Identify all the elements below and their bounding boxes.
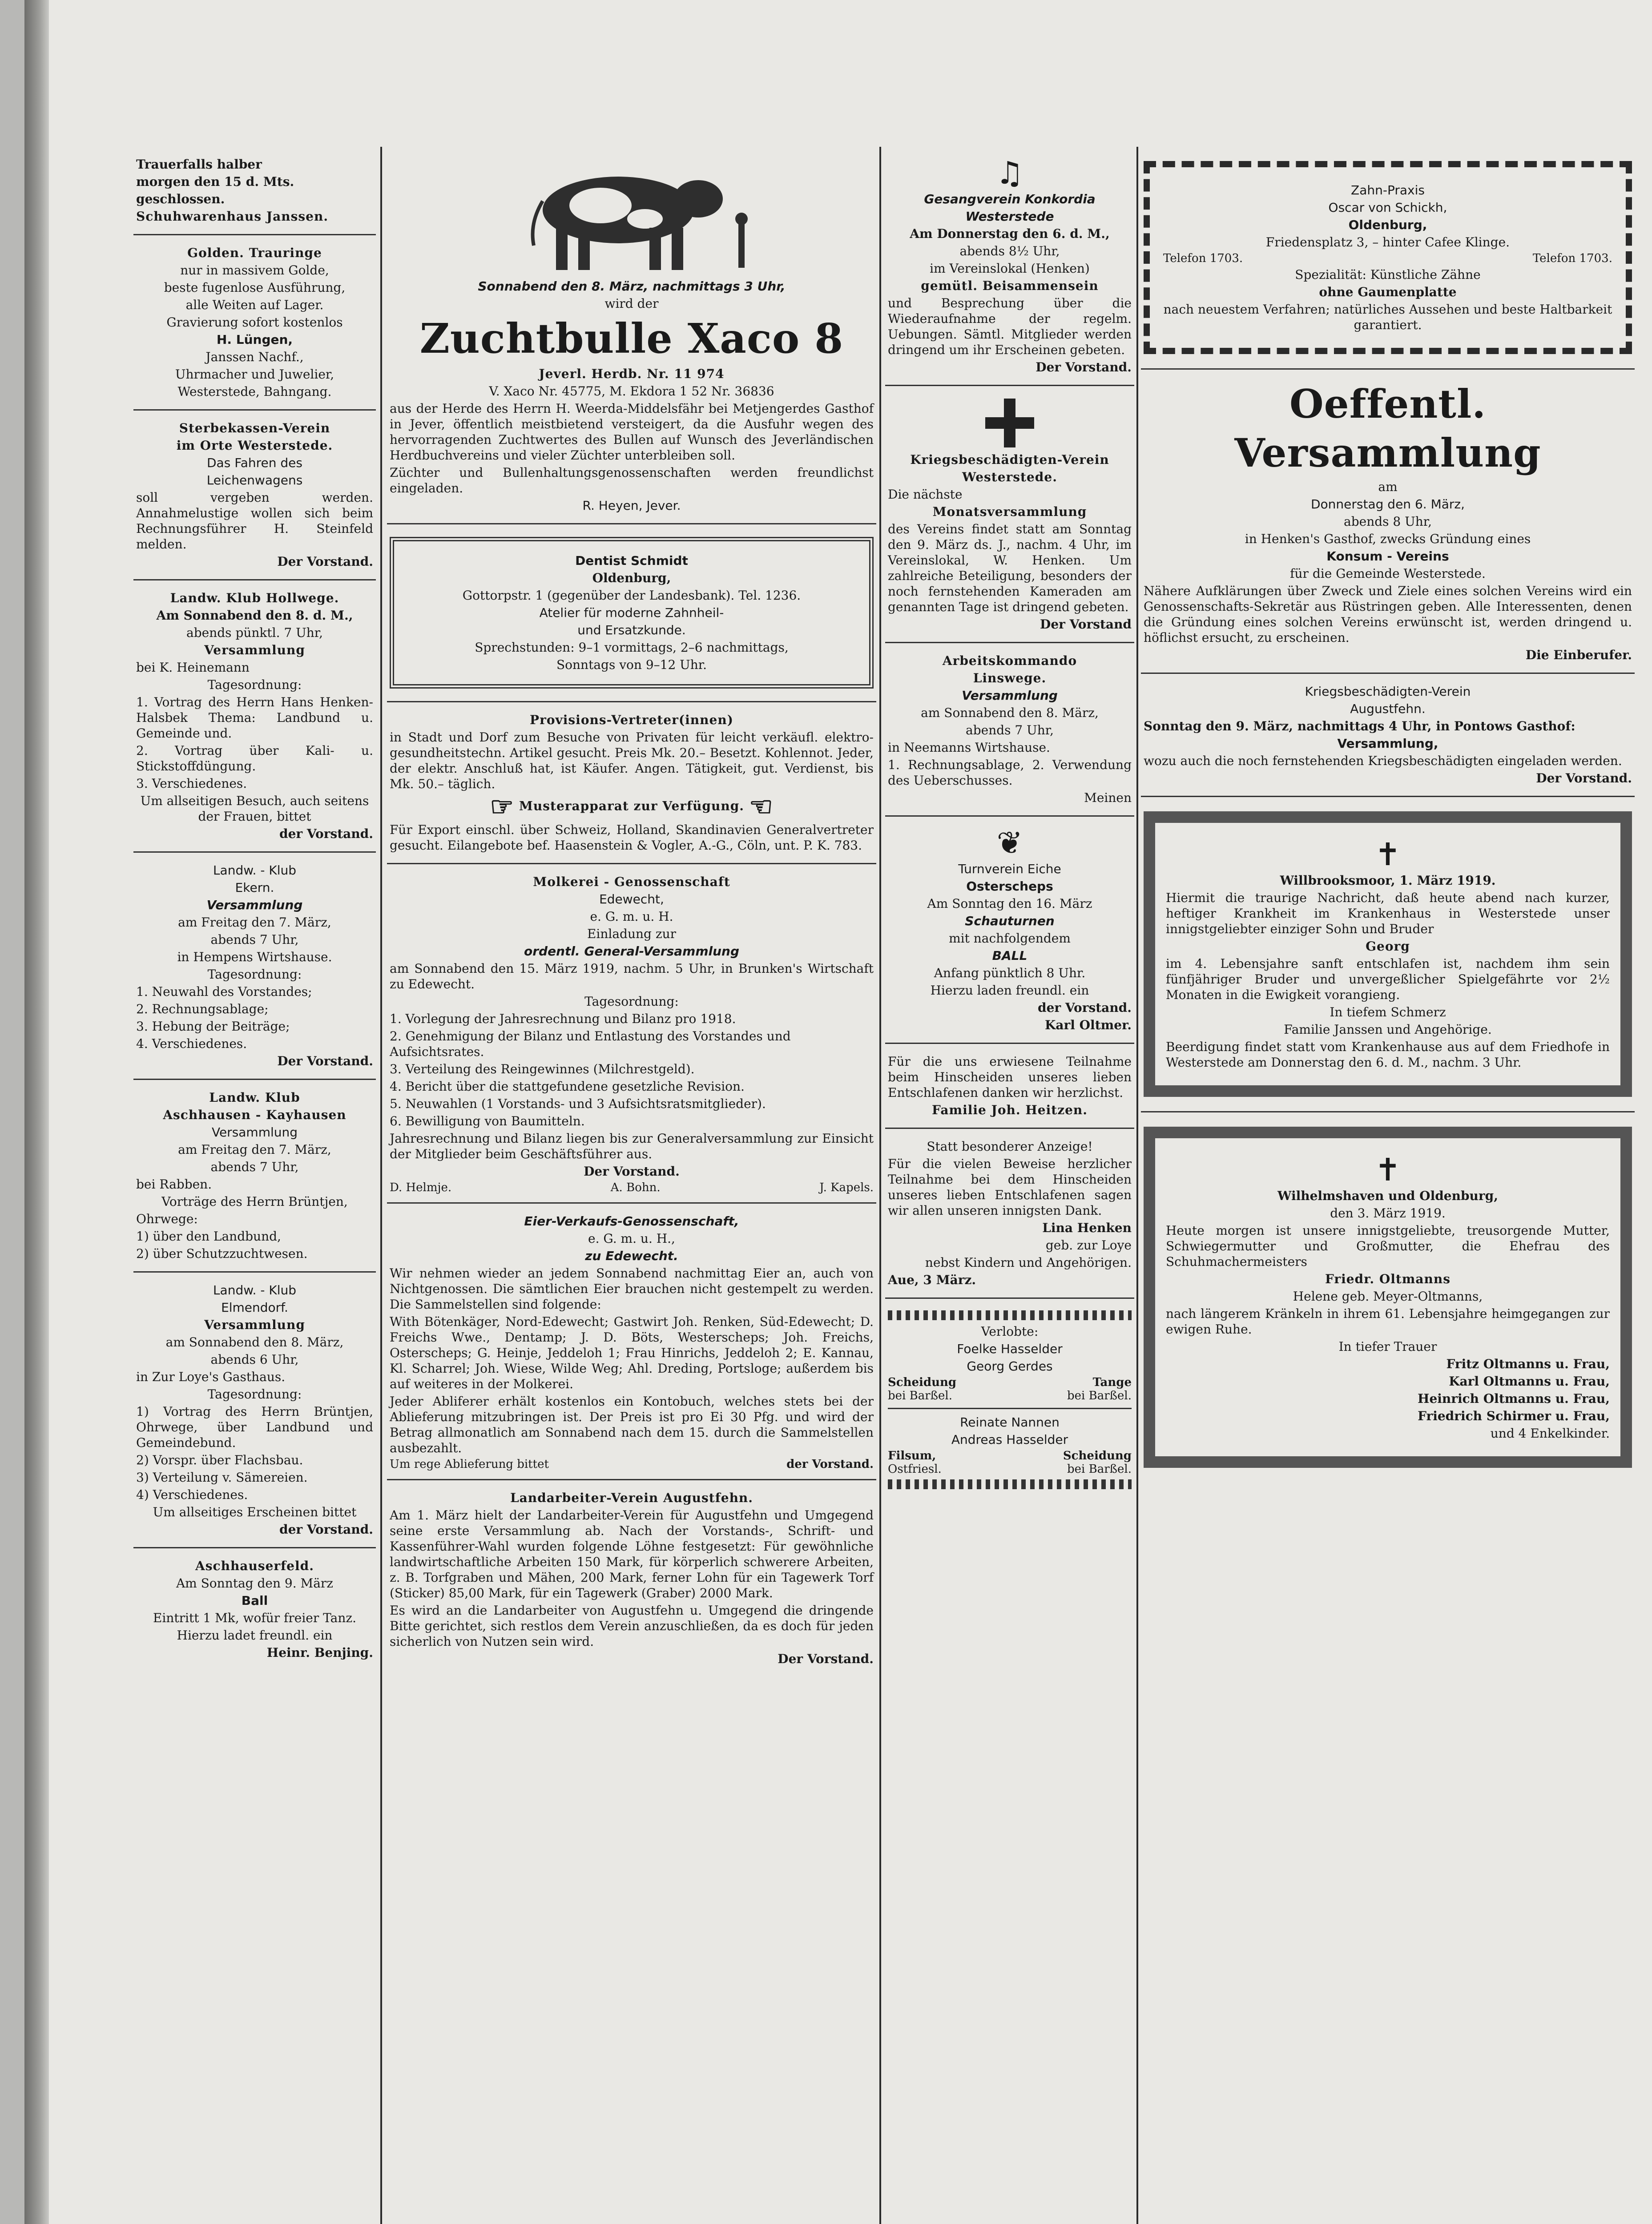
ad-name: H. Lüngen, (216, 332, 293, 347)
ad-text: abends 8½ Uhr, (959, 244, 1060, 258)
ad-text: Für die uns erwiesene Teilnahme beim Hinscheiden unseres lieben Entschlafenen danken wir herzlichst. (888, 1054, 1132, 1100)
ad-text: Janssen Nachf., (205, 350, 304, 364)
ad-text: Am Sonnabend den 8. d. M., (156, 608, 353, 623)
signer: D. Helmje. (390, 1181, 452, 1194)
ad-heading: im Orte Westerstede. (176, 438, 333, 453)
ad-name: Oscar von Schickh, (1328, 200, 1447, 215)
ad-text: Um rege Ablieferung bittet (390, 1458, 549, 1471)
ad-heading: Arbeitskommando (942, 653, 1077, 668)
ad-text: nur in massivem Golde, (180, 263, 329, 278)
ad-text: Aue, 3 März. (888, 1273, 976, 1287)
ad-text: Statt besonderer Anzeige! (927, 1139, 1093, 1154)
ad-text: In tiefem Schmerz (1330, 1005, 1446, 1019)
ad-text: geb. zur Loye (1045, 1238, 1132, 1253)
ad-text: 3. Hebung der Beiträge; (136, 1019, 290, 1034)
ad-signature: Der Vorstand. (1536, 771, 1632, 786)
ad-signature: Der Vorstand. (277, 554, 373, 569)
ad-text: in Zur Loye's Gasthaus. (136, 1370, 286, 1384)
ad-text: den 3. März 1919. (1330, 1206, 1446, 1221)
ad-heading: Augustfehn. (1350, 701, 1426, 716)
mourning-frame (1144, 811, 1632, 1097)
lyre-icon: ♫ (995, 155, 1024, 191)
ad-name: Reinate Nannen (960, 1415, 1060, 1430)
ad-text: Hiermit die traurige Nachricht, daß heute abend nach kurzer, heftiger Krankheit im Krankenhaus in Westerstede unser innigstgeliebter einziger Sohn und Bruder (1166, 890, 1610, 936)
ad-text: Am Sonntag den 9. März (176, 1576, 334, 1591)
ad-signer: Karl Oltmanns u. Frau, (1449, 1374, 1610, 1389)
ad-heading: Schauturnen (965, 914, 1055, 928)
ad-heading: Landw. Klub (209, 1090, 300, 1105)
ad-heading: Landarbeiter-Verein Augustfehn. (510, 1491, 753, 1505)
ad-text: am Sonnabend den 15. März 1919, nachm. 5 Uhr, in Brunken's Wirtschaft zu Edewecht. (390, 961, 874, 991)
place-row (888, 1376, 1132, 1389)
ad-text: Vorträge des Herrn Brüntjen, (161, 1194, 348, 1209)
ad-text: 4) Verschiedenes. (136, 1487, 248, 1502)
place-row (888, 1389, 1132, 1402)
ad-text: ohne Gaumenplatte (1319, 285, 1457, 299)
place: Scheidung (1063, 1449, 1132, 1463)
ad-text: alle Weiten auf Lager. (185, 298, 324, 312)
ad-text: beste fugenlose Ausführung, (164, 280, 346, 295)
ad-text: Jeder Abliferer erhält kostenlos ein Kontobuch, welches stets bei der Ablieferung mitzubringen ist. Der Preis ist pro Ei 30 Pfg. und wird der Betrag allmonatlich am Sonnabend nach dem 15. durch die Sammelstellen ausbezahlt. (390, 1394, 874, 1455)
ad-name: Georg (1366, 939, 1410, 954)
ad-signature: Der Vorstand. (277, 1054, 373, 1068)
place: Scheidung (888, 1376, 957, 1389)
pointing-hand-icon: ☞ (490, 791, 515, 822)
ad-text: 4. Verschiedenes. (136, 1036, 247, 1051)
place: Tange (1092, 1376, 1132, 1389)
ad-text: Helene geb. Meyer-Oltmanns, (1293, 1289, 1483, 1304)
ad-text: 3) Verteilung v. Sämereien. (136, 1470, 308, 1485)
ad-heading: Zuchtbulle Xaco 8 (419, 314, 844, 363)
ad-zuchtbulle (387, 147, 876, 524)
ad-heading: Versammlung (204, 643, 305, 657)
ad-heading: Eier-Verkaufs-Genossenschaft, (524, 1214, 739, 1229)
ad-arbeitskommando (885, 643, 1134, 817)
ad-text: Jeverl. Herdb. Nr. 11 974 (539, 367, 725, 381)
ad-text: Tagesordnung: (207, 1387, 302, 1402)
ad-heading (390, 791, 874, 822)
ad-text: abends 8 Uhr, (1344, 514, 1432, 529)
ad-heading: Osterscheps (966, 879, 1053, 894)
ad-text: und Ersatzkunde. (577, 623, 686, 637)
ad-elmendorf (133, 1273, 376, 1548)
ad-heading: Edewecht, (599, 892, 664, 907)
ad-text: Anfang pünktlich 8 Uhr. (934, 966, 1086, 980)
binding-edge (24, 0, 49, 2224)
ad-text: Einladung zur (587, 927, 677, 941)
ad-kriegsbeschaedigte-westerstede (885, 386, 1134, 643)
ad-signer: Friedrich Schirmer u. Frau, (1418, 1409, 1610, 1423)
ad-name: Andreas Hasselder (951, 1432, 1068, 1447)
ad-signer: Fritz Oltmanns u. Frau, (1446, 1357, 1610, 1371)
ad-text: Ohrwege: (136, 1212, 198, 1226)
ad-text: Tagesordnung: (584, 994, 679, 1009)
ad-text: Sonnabend den 8. März, nachmittags 3 Uhr, (478, 279, 786, 294)
place: bei Barßel. (1067, 1463, 1132, 1476)
ad-text: in Neemanns Wirtshause. (888, 740, 1050, 755)
ad-text: 2) über Schutzzuchtwesen. (136, 1246, 308, 1261)
ad-text: 5. Neuwahlen (1 Vorstands- und 3 Aufsichtsratsmitglieder). (390, 1096, 766, 1111)
ad-text: nach neuestem Verfahren; natürliches Aussehen und beste Haltbarkeit garantiert. (1163, 302, 1612, 332)
ad-oeffentl-versammlung (1141, 370, 1635, 674)
ad-text: With Bötenkäger, Nord-Edewecht; Gastwirt Joh. Renken, Süd-Edewecht; D. Freichs Wwe., Dentamp; J. D. Böts, Westerscheps; Joh. Freichs, Osterscheps; G. Heinje, Jeddeloh 1; Frau Hinrichs, Jeddeloh 2; E. Kannau, Kl. Scharrel; Joh. Wiese, Wilde Weg; Ahl. Dreding, Portsloge; außerdem bis auf weiteres in der Molkerei. (390, 1314, 874, 1391)
ad-text: im Vereinslokal (Henken) (930, 261, 1090, 276)
ad-text: 3. Verteilung des Reingewinnes (Milchrestgeld). (390, 1062, 695, 1076)
ad-text: Am Donnerstag den 6. d. M., (910, 226, 1110, 241)
ad-text: abends 7 Uhr, (210, 1160, 299, 1174)
ad-heading: Dentist Schmidt (575, 553, 688, 568)
ad-text: bei K. Heinemann (136, 660, 250, 675)
ad-text: am Freitag den 7. März, (178, 1142, 331, 1157)
ad-text: Familie Janssen und Angehörige. (1284, 1022, 1492, 1037)
ad-heading: Aschhausen - Kayhausen (163, 1108, 347, 1122)
ad-heading: Das Fahren des (206, 455, 302, 470)
ad-text: in Hempens Wirtshause. (177, 950, 332, 964)
ad-text: Um allseitiges Erscheinen bittet (153, 1505, 357, 1519)
ad-heading: Turnverein Eiche (958, 862, 1061, 876)
ad-heading-text: Musterapparat zur Verfügung. (519, 798, 745, 814)
ad-text: bei Rabben. (136, 1177, 212, 1192)
ad-text: Oldenburg, (1348, 218, 1427, 232)
ad-heading: Westerstede. (962, 470, 1057, 484)
ad-dank-henken (885, 1129, 1134, 1299)
ad-text: soll vergeben werden. Annahmelustige wollen sich beim Rechnungsführer H. Steinfeld melden. (136, 490, 373, 552)
ad-name: Lina Henken (1042, 1221, 1132, 1235)
ad-signature: Der Vorstand. (778, 1652, 874, 1666)
ad-traueranzeige-oltmanns (1141, 1112, 1635, 1482)
ad-text: für die Gemeinde Westerstede. (1290, 566, 1486, 581)
ad-traueranzeige-georg (1141, 797, 1635, 1112)
ad-zahnpraxis (1141, 147, 1635, 370)
column-3 (885, 147, 1134, 2224)
ad-text: Friedensplatz 3, – hinter Cafee Klinge. (1265, 235, 1510, 250)
ad-text: abends pünktl. 7 Uhr, (186, 625, 323, 640)
ad-dank-heitzen (885, 1044, 1134, 1129)
ad-heading: BALL (992, 948, 1027, 963)
ad-text: 2. Rechnungsablage; (136, 1002, 269, 1016)
ad-heading: Ball (241, 1593, 268, 1608)
ad-heading: Versammlung (204, 1317, 305, 1332)
cross-icon: ✝ (1374, 1152, 1401, 1188)
ad-text: In tiefer Trauer (1338, 1339, 1437, 1354)
ad-text: des Vereins findet statt am Sonntag den 9. März ds. J., nachm. 4 Uhr, im Vereinslokal, W. Henken. Um zahlreiche Beteiligung, besonders der noch fernstehenden Kameraden am genannten Tage ist dringend gebeten. (888, 522, 1132, 614)
ad-heading: Gesangverein Konkordia (924, 192, 1096, 206)
ad-text: Heute morgen ist unsere innigstgeliebte, treusorgende Mutter, Schwiegermutter und Großmutter, die Ehefrau des Schuhmachermeisters (1166, 1223, 1610, 1269)
ad-heading: Zahn-Praxis (1351, 183, 1425, 197)
ad-signature: Der Vorstand (1040, 617, 1132, 632)
signature-row (390, 1181, 874, 1194)
ad-text: 1. Rechnungsablage, 2. Verwendung des Ueberschusses. (888, 757, 1132, 788)
ad-aschhausen (133, 1080, 376, 1273)
ad-text: 4. Bericht über die stattgefundene gesetzliche Revision. (390, 1079, 745, 1094)
ad-text: Sonntags von 9–12 Uhr. (556, 657, 707, 672)
ad-heading: Versammlung, (1337, 736, 1438, 751)
ad-text: Uhrmacher und Juwelier, (175, 367, 334, 382)
ad-heading: Golden. Trauringe (187, 246, 322, 260)
ad-text: am (1378, 479, 1398, 494)
ad-signer: Heinrich Oltmanns u. Frau, (1417, 1391, 1610, 1406)
ad-heading: Aschhauserfeld. (195, 1559, 314, 1573)
ad-text: nebst Kindern und Angehörigen. (925, 1255, 1132, 1270)
iron-cross-icon (985, 399, 1034, 447)
ad-heading: Verlobte: (981, 1324, 1039, 1339)
ad-signature: Der Vorstand. (584, 1164, 680, 1179)
ad-heading: Leichenwagens (206, 473, 303, 488)
ad-text: abends 7 Uhr, (966, 723, 1054, 737)
wreath-icon: ❦ (996, 825, 1023, 861)
zigzag-frame (1144, 161, 1632, 354)
ad-text: 2. Vortrag über Kali- u. Stickstoffdüngung. (136, 743, 373, 774)
ad-text: und Besprechung über die Wiederaufnahme der regelm. Uebungen. Sämtl. Mitglieder werden dringend um ihr Erscheinen gebeten. (888, 296, 1132, 357)
ad-text: Hierzu ladet freundl. ein (177, 1628, 333, 1643)
dentist-frame (390, 537, 874, 689)
ad-text: 1. Neuwahl des Vorstandes; (136, 984, 312, 999)
ad-heading: gemütl. Beisammensein (921, 278, 1099, 293)
ad-heading: Molkerei - Genossenschaft (533, 874, 730, 889)
decorative-border (888, 1479, 1132, 1489)
ad-name: Friedr. Oltmanns (1325, 1272, 1451, 1286)
newspaper-page (24, 0, 1652, 2224)
cow-illustration (507, 157, 756, 277)
ad-signature: der Vorstand. (1038, 1000, 1132, 1015)
ad-text: Für Export einschl. über Schweiz, Holland, Skandinavien Generalvertreter gesucht. Eilangebote bef. Haasenstein & Vogler, A.-G., Cöln, unt. P. K. 783. (390, 822, 874, 853)
ad-text: Tagesordnung: (207, 967, 302, 982)
mourning-frame (1144, 1127, 1632, 1468)
ad-text: im 4. Lebensjahre sanft entschlafen ist, nachdem ihm sein fünfjähriger Bruder und unvergeßlicher Spielgefährte vor 2½ Monaten in die Ewigkeit vorangieng. (1166, 956, 1610, 1002)
ad-signature: der Vorstand. (279, 1522, 373, 1537)
ad-text: Züchter und Bullenhaltungsgenossenschaften werden freundlichst eingeladen. (390, 465, 874, 496)
ad-text: 1) Vortrag des Herrn Brüntjen, Ohrwege, über Landbund und Gemeindebund. (136, 1404, 373, 1450)
ad-heading: Elmendorf. (221, 1300, 288, 1315)
phone-row (1163, 252, 1612, 265)
decorative-border (888, 1310, 1132, 1320)
ad-text: e. G. m. u. H. (590, 909, 673, 924)
place: Ostfriesl. (888, 1463, 942, 1476)
ad-text: geschlossen. (136, 192, 225, 206)
phone: Telefon 1703. (1163, 252, 1243, 265)
ad-text: Die nächste (888, 487, 963, 502)
ad-signature: Heinr. Benjing. (266, 1645, 373, 1660)
ad-text: Trauerfalls halber (136, 157, 262, 172)
ad-text: Für die vielen Beweise herzlicher Teilnahme bei dem Hinscheiden unseres lieben Entschlafenen sagen wir allen unseren innigsten Dank. (888, 1156, 1132, 1218)
ad-text: 1. Vortrag des Herrn Hans Henken-Halsbek Thema: Landbund u. Gemeinde und. (136, 695, 373, 741)
signer: J. Kapels. (819, 1181, 874, 1194)
ad-text: in Stadt und Dorf zum Besuche von Privaten für leicht verkäufl. elektro-gesundheitstechn. Artikel gesucht. Preis Mk. 20.– Besetzt. Kohlennot. Jeder, der elektr. Anschluß hat, ist Käufer. Angen. Tätigkeit, gut. Verdienst, bis Mk. 50.– täglich. (390, 730, 874, 791)
ad-signature: Der Vorstand. (1036, 360, 1132, 375)
ad-heading: Kriegsbeschädigten-Verein (1305, 684, 1471, 699)
ad-text: wozu auch die noch fernstehenden Kriegsbeschädigten eingeladen werden. (1144, 753, 1622, 768)
column-2 (387, 147, 876, 2224)
ad-dentist (387, 524, 876, 702)
ad-text: Wir nehmen wieder an jedem Sonnabend nachmittag Eier an, auch von Nichtgenossen. Die sämtlichen Eier brauchen nicht gestempelt zu werden. Die Sammelstellen sind folgende: (390, 1266, 874, 1312)
ad-heading: zu Edewecht. (585, 1249, 678, 1263)
ad-heading: ordentl. General-Versammlung (524, 944, 739, 959)
ad-heading: Landw. - Klub (213, 1283, 297, 1297)
ad-kriegsbeschaedigte-augustfehn (1141, 674, 1635, 797)
ad-text: 2) Vorspr. über Flachsbau. (136, 1453, 303, 1467)
place: bei Barßel. (1067, 1389, 1132, 1402)
ad-text: Es wird an die Landarbeiter von Augustfehn u. Umgegend die dringende Bitte gerichtet, sich restlos dem Verein anzuschließen, da es doch für jeden sicherlich von Nutzen sein wird. (390, 1603, 874, 1649)
ad-text: 6. Bewilligung von Baumitteln. (390, 1114, 585, 1128)
column-rule (879, 147, 881, 2224)
column-rule (380, 147, 382, 2224)
ad-heading: Landw. Klub Hollwege. (170, 591, 339, 605)
ad-heading: Donnerstag den 6. März, (1310, 497, 1465, 512)
ad-text: Um allseitigen Besuch, auch seitens der Frauen, bittet (140, 794, 369, 824)
phone: Telefon 1703. (1532, 252, 1612, 265)
place-row (888, 1463, 1132, 1476)
ad-ekern (133, 853, 376, 1080)
ad-text: Sonntag den 9. März, nachmittags 4 Uhr, in Pontows Gasthof: (1144, 719, 1575, 733)
ad-text: Gottorpstr. 1 (gegenüber der Landesbank). Tel. 1236. (462, 588, 801, 603)
place: Filsum, (888, 1449, 936, 1463)
ad-eier (387, 1204, 876, 1480)
ad-text: 1) über den Landbund, (136, 1229, 281, 1244)
ad-signer: und 4 Enkelkinder. (1490, 1426, 1610, 1441)
bleed-through-strip (113, 111, 1626, 138)
ad-signature: Familie Joh. Heitzen. (931, 1103, 1088, 1117)
ad-name: Georg Gerdes (967, 1359, 1053, 1374)
ad-text: e. G. m. u. H., (588, 1231, 675, 1246)
ad-sterbekasse (133, 411, 376, 580)
ad-heading: Konsum - Vereins (1326, 549, 1449, 564)
ad-text: Atelier für moderne Zahnheil- (539, 605, 724, 620)
signer: A. Bohn. (610, 1181, 661, 1194)
ad-text: Spezialität: Künstliche Zähne (1295, 267, 1481, 282)
ad-signature: Die Einberufer. (1525, 648, 1632, 662)
ad-name: Foelke Hasselder (957, 1342, 1063, 1356)
ad-text: am Freitag den 7. März, (178, 915, 331, 930)
ad-text: Schuhwarenhaus Janssen. (136, 209, 329, 224)
ad-molkerei (387, 864, 876, 1204)
ad-text: 3. Verschiedenes. (136, 776, 247, 791)
ad-text: morgen den 15 d. Mts. (136, 174, 294, 189)
ad-konkordia (885, 147, 1134, 386)
ad-trauer (133, 147, 376, 235)
ad-verlobte (885, 1299, 1134, 1501)
ad-text: Am Sonntag den 16. März (927, 896, 1092, 911)
ad-heading: Landw. - Klub (213, 863, 297, 878)
ad-landarbeiter (387, 1480, 876, 1676)
ad-signature: der Vorstand. (786, 1458, 874, 1471)
ad-text: wird der (604, 296, 659, 311)
divider (888, 1408, 1132, 1409)
ad-text: nach längerem Kränkeln in ihrem 61. Lebensjahre heimgegangen zur ewigen Ruhe. (1166, 1306, 1610, 1337)
column-1 (133, 147, 376, 2224)
ad-text: Nähere Aufklärungen über Zweck und Ziele eines solchen Vereins wird ein Genossenschafts-Sekretär aus Rüstringen geben. Alle Interessenten, denen die Gründung eines solchen Vereins erwünscht ist, werden dringend u. höflichst ersucht, zu erscheinen. (1144, 584, 1632, 645)
ad-heading: Ekern. (235, 880, 274, 895)
ad-text: in Henken's Gasthof, zwecks Gründung eines (1245, 532, 1531, 546)
ad-heading: Oeffentl. Versammlung (1234, 381, 1541, 476)
ad-aschhauserfeld (133, 1548, 376, 1670)
column-rule (1136, 147, 1138, 2224)
ad-provisions (387, 702, 876, 864)
ad-text: am Sonnabend den 8. März, (165, 1335, 344, 1350)
place-row (888, 1449, 1132, 1463)
ad-text: Eintritt 1 Mk, wofür freier Tanz. (153, 1611, 357, 1625)
signature-row (390, 1458, 874, 1471)
ad-text: Sprechstunden: 9–1 vormittags, 2–6 nachmittags, (475, 640, 789, 655)
ad-signature: R. Heyen, Jever. (582, 498, 681, 513)
ad-text: Willbrooksmoor, 1. März 1919. (1280, 873, 1496, 888)
ad-text: Beerdigung findet statt vom Krankenhause aus auf dem Friedhofe in Westerstede am Donnerstag den 6. d. M., nachm. 3 Uhr. (1166, 1039, 1610, 1070)
pointing-hand-icon: ☜ (749, 791, 774, 822)
ad-text: Am 1. März hielt der Landarbeiter-Verein für Augustfehn und Umgegend seine erste Versammlung ab. Nach der Vorstands-, Schrift- und Kassenführer-Wahl wurden folgende Löhne festgesetzt: Für gewöhnliche landwirtschaftliche Arbeiten 150 Mark, für körperlich schwerere Arbeiten, z. B. Torfgraben und Mähen, 200 Mark, ferner Lohn für ein Tagewerk Torf (Sticker) 85,00 Mark, für ein Tagewerk (Graber) 2000 Mark. (390, 1508, 874, 1600)
ad-lungen (133, 235, 376, 411)
ad-heading: Kriegsbeschädigten-Verein (910, 452, 1109, 467)
ad-signature: Meinen (1084, 790, 1132, 805)
ad-heading: Linswege. (973, 671, 1047, 685)
ad-text: Tagesordnung: (207, 677, 302, 692)
ad-text: Jahresrechnung und Bilanz liegen bis zur Generalversammlung zur Einsicht der Mitglieder beim Geschäftsführer aus. (390, 1131, 874, 1161)
ad-heading: Sterbekassen-Verein (179, 421, 330, 435)
ad-heading: Versammlung (206, 898, 303, 912)
ad-text: Oldenburg, (592, 571, 671, 585)
ad-text: Wilhelmshaven und Oldenburg, (1277, 1189, 1498, 1203)
place: bei Barßel. (888, 1389, 952, 1402)
ad-text: 1. Vorlegung der Jahresrechnung und Bilanz pro 1918. (390, 1011, 736, 1026)
ad-heading: Westerstede (965, 209, 1054, 224)
ad-text: Westerstede, Bahngang. (177, 384, 332, 399)
ad-signature: Karl Oltmer. (1045, 1018, 1132, 1032)
column-4 (1141, 147, 1635, 2224)
ad-heading: Versammlung (211, 1125, 298, 1140)
ad-heading: Provisions-Vertreter(innen) (530, 713, 733, 727)
ad-hollwege (133, 580, 376, 853)
ad-text: Gravierung sofort kostenlos (166, 315, 343, 330)
ad-text: V. Xaco Nr. 45775, M. Ekdora 1 52 Nr. 36836 (489, 384, 774, 399)
ad-signature: der Vorstand. (279, 826, 373, 841)
ad-turnverein (885, 817, 1134, 1044)
ad-text: am Sonnabend den 8. März, (921, 705, 1099, 720)
ad-text: abends 7 Uhr, (210, 932, 299, 947)
ad-text: abends 6 Uhr, (210, 1352, 299, 1367)
ad-heading: Versammlung (962, 688, 1058, 703)
ad-text: mit nachfolgendem (949, 931, 1071, 946)
ad-text: Hierzu laden freundl. ein (930, 983, 1089, 998)
ad-text: aus der Herde des Herrn H. Weerda-Middelsfähr bei Metjengerdes Gasthof in Jever, öffentlich meistbietend versteigert, da die Ausfuhr wegen des hervorragenden Zuchtwertes des Bullen auf Wunsch des Jeverländischen Herdbuchvereins und vieler Züchter unterbleiben soll. (390, 401, 874, 463)
cross-icon: ✝ (1374, 836, 1401, 873)
ad-text: 2. Genehmigung der Bilanz und Entlastung des Vorstandes und Aufsichtsrates. (390, 1029, 791, 1059)
ad-heading: Monatsversammlung (932, 504, 1087, 519)
